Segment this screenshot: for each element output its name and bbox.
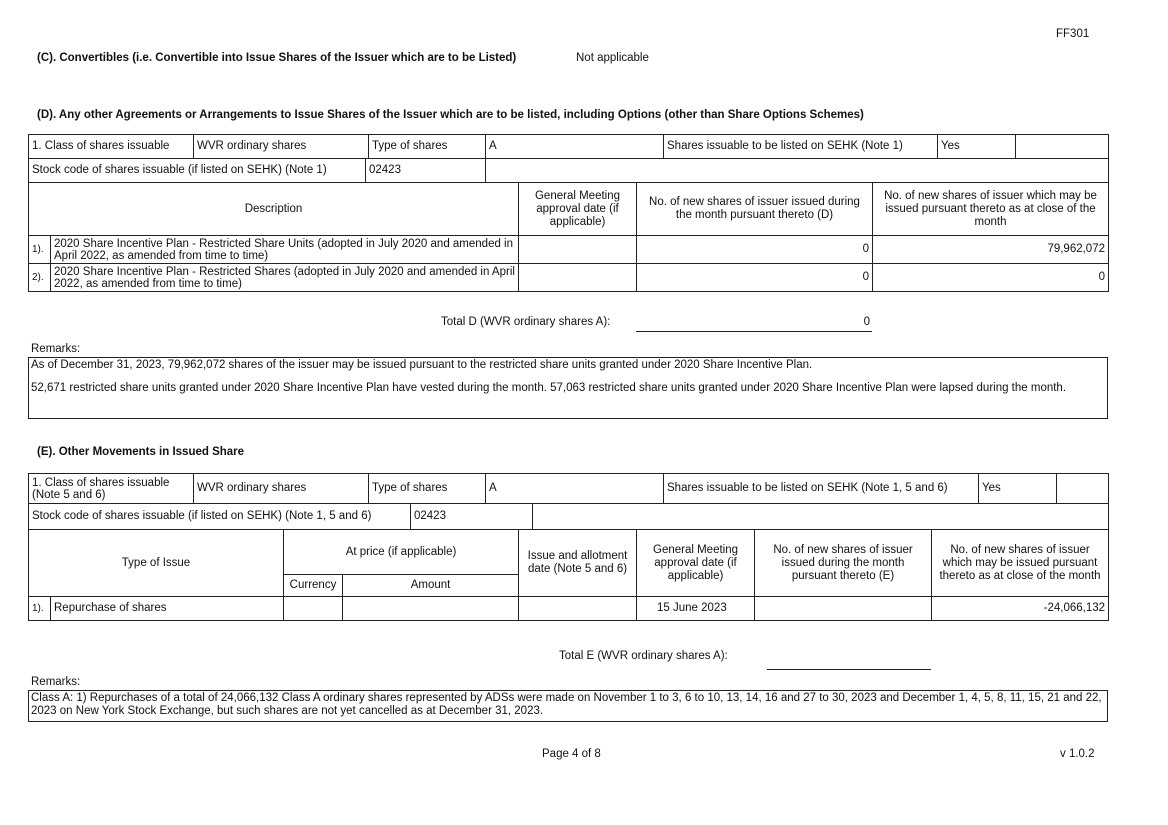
col-gm-approval-date: General Meeting approval date (if applicable): [519, 183, 637, 236]
total-e-underline: [767, 669, 931, 670]
remarks-d-line2: 52,671 restricted share units granted under 2020 Share Incentive Plan have vested during the month. 57,063 restricted share units granted under 2020 Share Incentive Plan were lapsed during the month.: [31, 382, 1067, 394]
section-d-title: (D). Any other Agreements or Arrangements to Issue Shares of the Issuer which are to be listed, including Options (other than Share Options Schemes): [37, 109, 864, 121]
section-d-class-table: [28, 134, 1109, 159]
row-shares-may-issue: 0: [873, 264, 1109, 292]
page-number: Page 4 of 8: [542, 748, 601, 760]
type-value: A: [486, 135, 664, 159]
total-d-label: Total D (WVR ordinary shares A):: [441, 316, 611, 328]
class-label: 1. Class of shares issuable (Note 5 and 6): [29, 474, 194, 504]
row-shares-may-issue: -24,066,132: [932, 597, 1109, 621]
row-shares-may-issue: 79,962,072: [873, 236, 1109, 264]
listed-value: Yes: [938, 135, 1016, 159]
remarks-d-label: Remarks:: [31, 343, 81, 355]
col-shares-may-issue: No. of new shares of issuer which may be issued pursuant thereto as at close of the month: [932, 530, 1109, 597]
remarks-d-line1: As of December 31, 2023, 79,962,072 shares of the issuer may be issued pursuant to the restricted share units granted under 2020 Share Incentive Plan.: [31, 359, 813, 371]
remarks-e-text: Class A: 1) Repurchases of a total of 24,066,132 Class A ordinary shares represented by ADSs were made on November 1 to 3, 6 to 10, 13, 14, 16 and 27 to 30, 2023 and December 1, 4, 5, 8, 11, 15, 21 and 22, 2023 on New York Stock Exchange, but such shares are not yet cancelled as at December 31, 2023.: [31, 692, 1102, 717]
row-shares-issued: 0: [637, 236, 873, 264]
listed-label: Shares issuable to be listed on SEHK (Note 1, 5 and 6): [664, 474, 979, 504]
col-shares-issued: No. of new shares of issuer issued during the month pursuant thereto (D): [637, 183, 873, 236]
type-label: Type of shares: [369, 474, 486, 504]
col-shares-issued: No. of new shares of issuer issued during the month pursuant thereto (E): [755, 530, 932, 597]
class-value: WVR ordinary shares: [194, 135, 369, 159]
stock-code-label: Stock code of shares issuable (if listed on SEHK) (Note 1, 5 and 6): [29, 504, 411, 530]
total-e-label: Total E (WVR ordinary shares A):: [559, 650, 728, 662]
table-row: [29, 236, 1109, 264]
section-e-title: (E). Other Movements in Issued Share: [37, 446, 245, 458]
row-gm-date: 15 June 2023: [637, 597, 755, 621]
col-description: Description: [29, 183, 519, 236]
table-row: [29, 597, 1109, 621]
type-label: Type of shares: [369, 135, 486, 159]
remarks-e-box: [28, 690, 1108, 722]
listed-label: Shares issuable to be listed on SEHK (Note 1): [664, 135, 938, 159]
type-value: A: [486, 474, 664, 504]
row-description: 2020 Share Incentive Plan - Restricted Share Units (adopted in July 2020 and amended in April 2022, as amended from time to time): [51, 236, 519, 264]
blank-cell: [486, 159, 1109, 183]
remarks-e-label: Remarks:: [31, 676, 81, 688]
section-e-stock-code-table: [28, 503, 1109, 530]
row-number: 1).: [29, 236, 51, 264]
table-row: [29, 264, 1109, 292]
section-e-movements-table: [28, 529, 1109, 621]
row-gm-date: [519, 236, 637, 264]
listed-value: Yes: [979, 474, 1057, 504]
row-number: 1).: [29, 597, 51, 621]
section-c-title: (C). Convertibles (i.e. Convertible into Issue Shares of the Issuer which are to be Listed): [37, 52, 517, 64]
total-d-value: 0: [863, 316, 870, 328]
col-allotment-date: Issue and allotment date (Note 5 and 6): [519, 530, 637, 597]
col-gm-approval-date: General Meeting approval date (if applicable): [637, 530, 755, 597]
blank-cell: [533, 504, 1109, 530]
blank-cell: [1057, 474, 1109, 504]
col-at-price: At price (if applicable): [284, 530, 519, 575]
class-label: 1. Class of shares issuable: [29, 135, 194, 159]
section-d-description-table: [28, 182, 1109, 292]
col-currency: Currency: [284, 575, 343, 597]
stock-code-value: 02423: [411, 504, 533, 530]
col-amount: Amount: [343, 575, 519, 597]
section-e-class-table: [28, 473, 1109, 504]
row-number: 2).: [29, 264, 51, 292]
row-type-of-issue: Repurchase of shares: [51, 597, 284, 621]
row-shares-issued: 0: [637, 264, 873, 292]
row-description: 2020 Share Incentive Plan - Restricted Shares (adopted in July 2020 and amended in April 2022, as amended from time to time): [51, 264, 519, 292]
stock-code-label: Stock code of shares issuable (if listed on SEHK) (Note 1): [29, 159, 366, 183]
total-d-underline: [636, 331, 872, 332]
col-shares-may-issue: No. of new shares of issuer which may be issued pursuant thereto as at close of the month: [873, 183, 1109, 236]
section-d-stock-code-table: [28, 158, 1109, 183]
row-currency: [284, 597, 343, 621]
row-shares-issued: [755, 597, 932, 621]
row-amount: [343, 597, 519, 621]
row-allotment-date: [519, 597, 637, 621]
form-code: FF301: [1056, 28, 1090, 40]
version: v 1.0.2: [1060, 748, 1095, 760]
class-value: WVR ordinary shares: [194, 474, 369, 504]
blank-cell: [1016, 135, 1109, 159]
section-c-value: Not applicable: [576, 52, 649, 64]
stock-code-value: 02423: [366, 159, 486, 183]
col-type-of-issue: Type of Issue: [29, 530, 284, 597]
row-gm-date: [519, 264, 637, 292]
remarks-d-box: [28, 357, 1108, 419]
